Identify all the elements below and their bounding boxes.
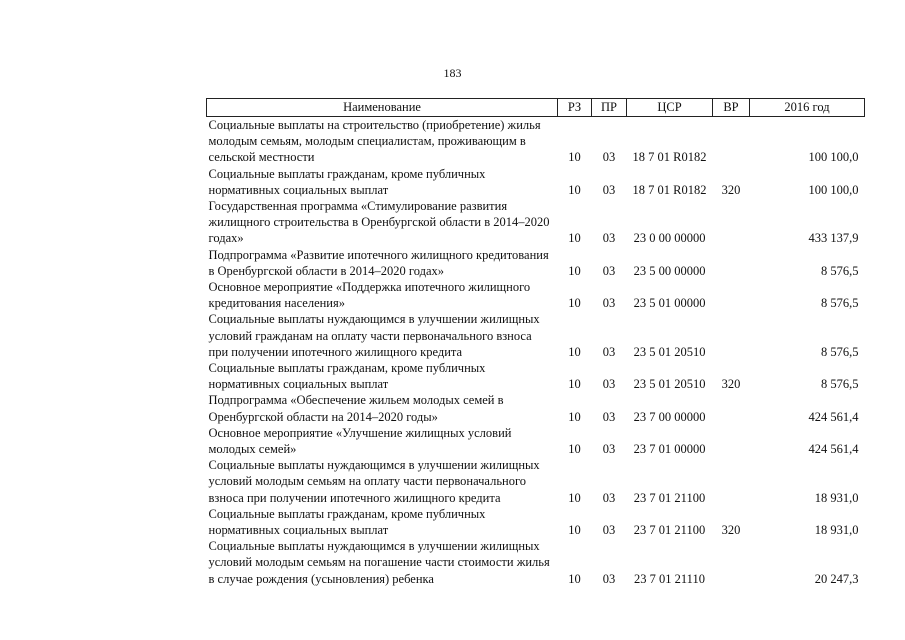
row-rz: 10 — [568, 442, 581, 457]
row-pr: 03 — [602, 150, 616, 165]
row-vr: 320 — [721, 377, 741, 392]
row-name: Основное мероприятие «Улучшение жилищных условий молодых семей» — [208, 425, 512, 457]
table-row — [207, 279, 865, 311]
row-csr: 18 7 01 R0182 — [632, 182, 707, 197]
row-pr: 03 — [602, 442, 616, 457]
row-name: Социальные выплаты нуждающимся в улучшении жилищных условий гражданам на оплату части первоначального взноса при получении ипотечного жилищного кредита — [208, 312, 540, 359]
row-vr — [713, 457, 750, 506]
row-name: Социальные выплаты нуждающимся в улучшении жилищных условий молодым семьям на оплату части первоначального взноса при получении ипотечного жилищного кредита — [208, 458, 540, 505]
row-csr: 23 5 00 00000 — [633, 263, 706, 278]
row-pr: 03 — [602, 231, 616, 246]
row-pr: 03 — [602, 377, 616, 392]
row-amount: 100 100,0 — [808, 150, 859, 165]
row-name: Государственная программа «Стимулирование развития жилищного строительства в Оренбургской области в 2014–2020 годах» — [208, 199, 550, 246]
row-pr: 03 — [602, 523, 616, 538]
table-row — [207, 247, 865, 279]
table-row — [207, 457, 865, 506]
row-vr — [713, 311, 750, 360]
header-year: 2016 год — [750, 99, 865, 117]
table-row — [207, 311, 865, 360]
row-name: Социальные выплаты нуждающимся в улучшении жилищных условий молодым семьям на погашение части стоимости жилья в случае рождения (усыновления) ребенка — [208, 539, 550, 586]
row-name: Подпрограмма «Обеспечение жильем молодых семей в Оренбургской области на 2014–2020 годы» — [208, 393, 504, 424]
row-rz: 10 — [568, 263, 581, 278]
page-number: 183 — [443, 66, 462, 80]
row-name: Социальные выплаты гражданам, кроме публичных нормативных социальных выплат — [208, 506, 486, 538]
table-row — [207, 425, 865, 457]
row-name: Социальные выплаты на строительство (приобретение) жилья молодым семьям, молодым специалистам, проживающим в сельской местности — [208, 118, 541, 165]
row-pr: 03 — [602, 571, 616, 586]
row-rz: 10 — [568, 296, 581, 311]
row-name: Социальные выплаты гражданам, кроме публичных нормативных социальных выплат — [208, 166, 486, 197]
row-vr: 320 — [721, 523, 741, 538]
row-rz: 10 — [568, 377, 581, 392]
row-pr: 03 — [602, 296, 616, 311]
row-rz: 10 — [568, 344, 581, 359]
row-rz: 10 — [568, 523, 581, 538]
header-pr: ПР — [592, 99, 627, 117]
table-row — [207, 360, 865, 392]
row-csr: 23 7 01 21100 — [633, 490, 706, 505]
row-rz: 10 — [568, 231, 581, 246]
row-csr: 23 7 00 00000 — [633, 409, 706, 424]
header-name: Наименование — [207, 99, 558, 117]
row-csr: 23 5 01 20510 — [633, 377, 706, 392]
row-amount: 8 576,5 — [821, 263, 859, 278]
table-row — [207, 166, 865, 198]
row-pr: 03 — [602, 344, 616, 359]
row-amount: 424 561,4 — [808, 442, 859, 457]
table-row — [207, 392, 865, 424]
table-row — [207, 506, 865, 538]
row-pr: 03 — [602, 409, 616, 424]
row-vr — [713, 247, 750, 279]
table-row — [207, 198, 865, 247]
row-vr — [713, 538, 750, 587]
row-rz: 10 — [568, 409, 581, 424]
row-vr — [713, 198, 750, 247]
header-rz: РЗ — [558, 99, 592, 117]
row-amount: 100 100,0 — [808, 182, 859, 197]
row-csr: 18 7 01 R0182 — [632, 150, 707, 165]
row-pr: 03 — [602, 182, 616, 197]
row-vr: 320 — [721, 182, 741, 197]
budget-table — [206, 98, 865, 587]
row-csr: 23 5 01 20510 — [633, 344, 706, 359]
row-csr: 23 7 01 21110 — [634, 571, 705, 586]
row-name: Основное мероприятие «Поддержка ипотечного жилищного кредитования населения» — [208, 280, 531, 311]
table-header — [207, 99, 865, 117]
row-vr — [713, 117, 750, 166]
row-amount: 20 247,3 — [814, 571, 859, 586]
row-amount: 8 576,5 — [821, 377, 859, 392]
row-csr: 23 7 01 21100 — [633, 523, 706, 538]
row-amount: 18 931,0 — [814, 523, 859, 538]
row-csr: 23 0 00 00000 — [633, 231, 706, 246]
header-vr: ВР — [713, 99, 750, 117]
row-amount: 8 576,5 — [821, 296, 859, 311]
row-pr: 03 — [602, 263, 616, 278]
row-csr: 23 5 01 00000 — [633, 296, 706, 311]
row-csr: 23 7 01 00000 — [633, 442, 706, 457]
row-rz: 10 — [568, 571, 581, 586]
row-vr — [713, 425, 750, 457]
row-name: Социальные выплаты гражданам, кроме публичных нормативных социальных выплат — [208, 361, 486, 392]
row-rz: 10 — [568, 150, 581, 165]
row-rz: 10 — [568, 490, 581, 505]
row-pr: 03 — [602, 490, 616, 505]
row-rz: 10 — [568, 182, 581, 197]
row-amount: 433 137,9 — [808, 231, 859, 246]
row-amount: 8 576,5 — [821, 344, 859, 359]
row-vr — [713, 392, 750, 424]
table-row — [207, 538, 865, 587]
row-amount: 18 931,0 — [814, 490, 859, 505]
table-row — [207, 117, 865, 166]
table-body — [207, 117, 865, 587]
row-vr — [713, 279, 750, 311]
row-amount: 424 561,4 — [808, 409, 859, 424]
header-csr: ЦСР — [627, 99, 713, 117]
row-name: Подпрограмма «Развитие ипотечного жилищного кредитования в Оренбургской области в 2014–2020 годах» — [208, 247, 549, 278]
